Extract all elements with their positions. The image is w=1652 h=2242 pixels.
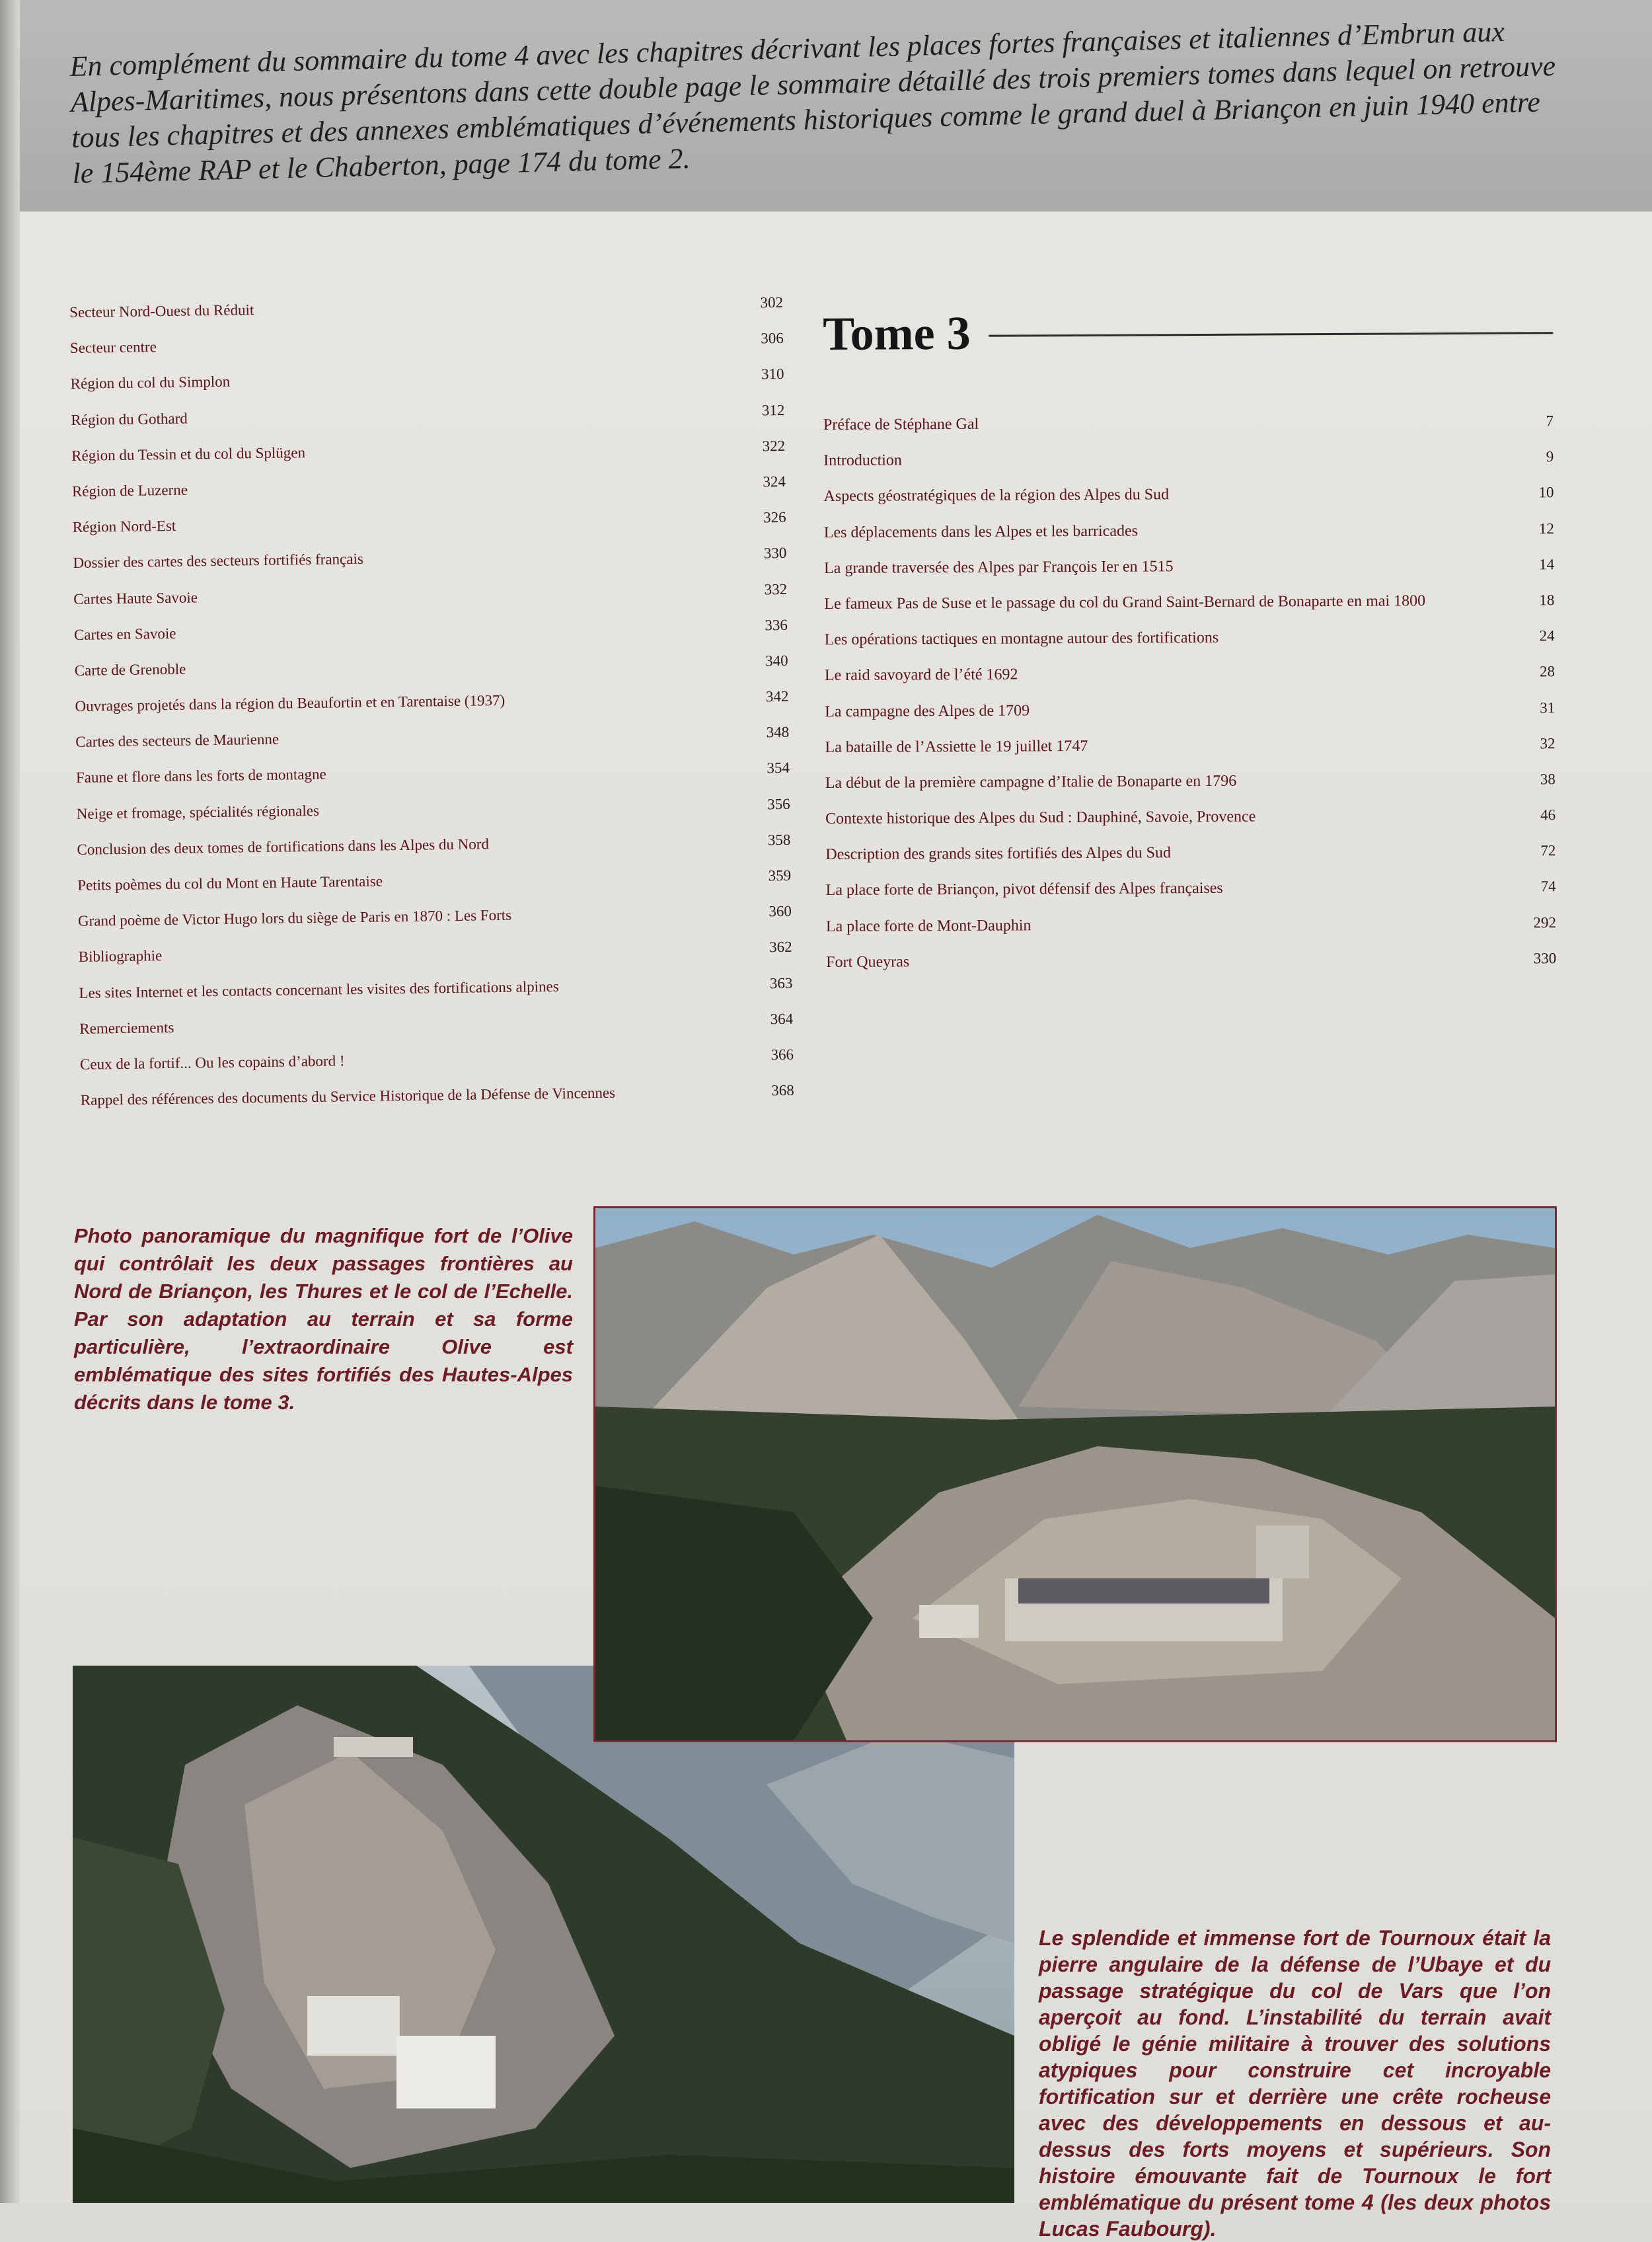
toc-entry-title: Préface de Stéphane Gal — [823, 415, 979, 434]
toc-entry-title: Les sites Internet et les contacts concernant les visites des fortifications alpines — [79, 978, 559, 1001]
tome3-heading — [823, 300, 1553, 364]
toc-entry-page: 18 — [1539, 592, 1555, 609]
toc-entry-title: La bataille de l’Assiette le 19 juillet 1747 — [825, 737, 1088, 756]
tome3-list — [823, 412, 1557, 989]
toc-entry-page: 364 — [770, 1010, 794, 1028]
toc-entry-page: 74 — [1540, 878, 1556, 895]
toc-entry-page: 310 — [761, 366, 784, 383]
toc-entry-title: Le raid savoyard de l’été 1692 — [824, 666, 1018, 685]
tome3-title: Tome 3 — [823, 306, 971, 360]
toc-entry-title: Cartes en Savoie — [73, 625, 176, 643]
toc-entry-title: Secteur Nord-Ouest du Réduit — [69, 301, 254, 321]
toc-entry-page: 368 — [771, 1081, 794, 1099]
toc-entry-page: 38 — [1540, 771, 1556, 788]
toc-entry-page: 14 — [1539, 555, 1555, 573]
toc-entry-page: 330 — [1533, 950, 1557, 967]
toc-entry-page: 363 — [769, 974, 793, 991]
toc-entry-title: La place forte de Briançon, pivot défensif des Alpes françaises — [825, 880, 1223, 900]
toc-entry-title: Cartes des secteurs de Maurienne — [75, 730, 280, 751]
caption-fort-olive: Photo panoramique du magnifique fort de l’Olive qui contrôlait les deux passages frontières au Nord de Briançon, les Thures et le col de l’Echelle. Par son adaptation au terrain et sa forme particulière, l’extraordinaire Olive est emblématique des sites fortifiés des Hautes-Alpes décrits dans le tome 3. — [74, 1224, 573, 1414]
toc-entry-page: 72 — [1540, 842, 1556, 859]
toc-entry-page: 31 — [1540, 699, 1556, 716]
toc-entry-title: Aspects géostratégiques de la région des Alpes du Sud — [823, 486, 1170, 506]
toc-entry-page: 356 — [767, 795, 790, 812]
toc-entry-title: Région du col du Simplon — [70, 373, 231, 393]
toc-row — [824, 556, 1554, 596]
toc-row — [825, 627, 1555, 667]
toc-entry-title: Fort Queyras — [826, 953, 910, 971]
toc-row — [825, 771, 1556, 810]
toc-entry-page: 322 — [762, 437, 786, 455]
toc-entry-page: 306 — [761, 330, 784, 347]
toc-entry-page: 32 — [1540, 734, 1556, 752]
toc-entry-page: 358 — [767, 831, 791, 849]
toc-entry-page: 46 — [1540, 806, 1556, 824]
toc-continuation — [69, 294, 794, 1128]
toc-row — [823, 484, 1554, 524]
toc-entry-title: La campagne des Alpes de 1709 — [825, 701, 1030, 720]
toc-row — [824, 592, 1554, 631]
toc-entry-page: 342 — [765, 687, 789, 705]
toc-entry-page: 354 — [767, 759, 790, 777]
heading-rule — [989, 332, 1554, 336]
toc-row — [823, 448, 1554, 488]
toc-entry-page: 12 — [1538, 520, 1554, 537]
toc-entry-title: Remerciements — [79, 1019, 174, 1037]
toc-row — [826, 878, 1556, 918]
toc-row — [825, 806, 1556, 846]
toc-entry-title: Région Nord-Est — [72, 517, 176, 536]
toc-entry-title: Introduction — [823, 451, 902, 470]
toc-entry-page: 10 — [1538, 484, 1554, 501]
toc-entry-title: Faune et flore dans les forts de montagne — [75, 766, 326, 787]
toc-entry-page: 366 — [770, 1046, 794, 1063]
toc-entry-title: Ouvrages projetés dans la région du Beaufortin et en Tarentaise (1937) — [75, 691, 506, 715]
toc-row — [825, 735, 1555, 775]
caption-fort-tournoux: Le splendide et immense fort de Tournoux était la pierre angulaire de la défense de l’Ubaye et du passage stratégique du col de Vars que l’on aperçoit au fond. L’instabilité du terrain avait obligé le génie militaire à trouver des solutions atypiques pour construire cet incroyable fortification sur et derrière une crête rocheuse avec des développements en dessous et au-dessus des forts moyens et supérieurs. Son histoire émouvante fait de Tournoux le fort emblématique du présent tome 4 (les deux photos Lucas Faubourg). — [1039, 1926, 1551, 2241]
toc-entry-title: Rappel des références des documents du Service Historique de la Défense de Vincennes — [80, 1084, 616, 1109]
toc-entry-title: Conclusion des deux tomes de fortifications dans les Alpes du Nord — [77, 835, 490, 858]
toc-entry-title: La début de la première campagne d’Italie de Bonaparte en 1796 — [825, 772, 1237, 792]
toc-entry-page: 28 — [1539, 663, 1555, 680]
toc-entry-title: Grand poème de Victor Hugo lors du siège de Paris en 1870 : Les Forts — [77, 906, 512, 930]
toc-entry-page: 9 — [1546, 448, 1554, 465]
toc-entry-title: Contexte historique des Alpes du Sud : Dauphiné, Savoie, Provence — [825, 808, 1256, 828]
photo-fort-olive — [593, 1206, 1557, 1742]
toc-entry-page: 7 — [1546, 412, 1554, 430]
toc-entry-page: 332 — [764, 580, 788, 598]
toc-tome3 — [823, 300, 1556, 989]
toc-entry-page: 340 — [765, 652, 788, 670]
photo-fort-tournoux — [73, 1666, 1014, 2203]
toc-entry-title: Neige et fromage, spécialités régionales — [76, 802, 320, 822]
toc-row — [825, 664, 1555, 703]
toc-entry-title: Les déplacements dans les Alpes et les barricades — [823, 522, 1139, 541]
toc-entry-page: 330 — [763, 545, 787, 562]
toc-entry-page: 348 — [766, 724, 790, 741]
toc-row — [826, 914, 1556, 954]
toc-entry-page: 292 — [1533, 913, 1556, 931]
toc-entry-title: Carte de Grenoble — [74, 660, 186, 679]
toc-entry-title: Cartes Haute Savoie — [73, 588, 198, 607]
toc-entry-page: 324 — [763, 473, 786, 490]
toc-entry-title: Région du Gothard — [71, 410, 188, 428]
toc-entry-title: Bibliographie — [78, 947, 163, 966]
toc-entry-title: Petits poèmes du col du Mont en Haute Tarentaise — [77, 872, 383, 894]
toc-entry-page: 360 — [769, 903, 792, 920]
toc-row — [824, 520, 1554, 560]
toc-entry-title: Dossier des cartes des secteurs fortifiés français — [73, 551, 363, 572]
toc-row — [825, 699, 1555, 739]
toc-entry-title: Région du Tessin et du col du Splügen — [71, 444, 306, 464]
toc-entry-page: 359 — [768, 867, 792, 884]
toc-entry-title: Ceux de la fortif... Ou les copains d’abord ! — [79, 1052, 345, 1073]
toc-entry-page: 24 — [1539, 627, 1555, 644]
toc-entry-title: Description des grands sites fortifiés des Alpes du Sud — [825, 844, 1172, 864]
toc-row — [826, 950, 1556, 989]
toc-entry-title: Le fameux Pas de Suse et le passage du col du Grand Saint-Bernard de Bonaparte en mai 1800 — [824, 592, 1426, 613]
toc-entry-title: La place forte de Mont-Dauphin — [825, 916, 1032, 935]
toc-entry-page: 362 — [769, 939, 792, 956]
toc-entry-page: 336 — [765, 616, 788, 634]
toc-row — [825, 842, 1556, 882]
toc-entry-title: Secteur centre — [69, 338, 157, 357]
book-spine — [0, 0, 20, 2203]
toc-entry-page: 302 — [760, 293, 784, 311]
toc-entry-title: Région de Luzerne — [71, 481, 188, 500]
intro-paragraph: En complément du sommaire du tome 4 avec les chapitres décrivant les places fortes françaises et italiennes d’Embrun aux Alpes-Maritimes, nous présentons dans cette double page le sommaire détaillé des trois premiers tomes dans lequel on retrouve tous les chapitres et des annexes emblématiques d’événements historiques comme le grand duel à Briançon en juin 1940 entre le 154ème RAP et le Chaberton, page 174 du tome 2. — [69, 15, 1556, 190]
toc-entry-title: La grande traversée des Alpes par François Ier en 1515 — [824, 557, 1174, 577]
toc-entry-page: 326 — [763, 509, 786, 526]
toc-entry-title: Les opérations tactiques en montagne autour des fortifications — [824, 629, 1219, 649]
toc-row — [823, 412, 1554, 452]
toc-entry-page: 312 — [761, 401, 785, 418]
